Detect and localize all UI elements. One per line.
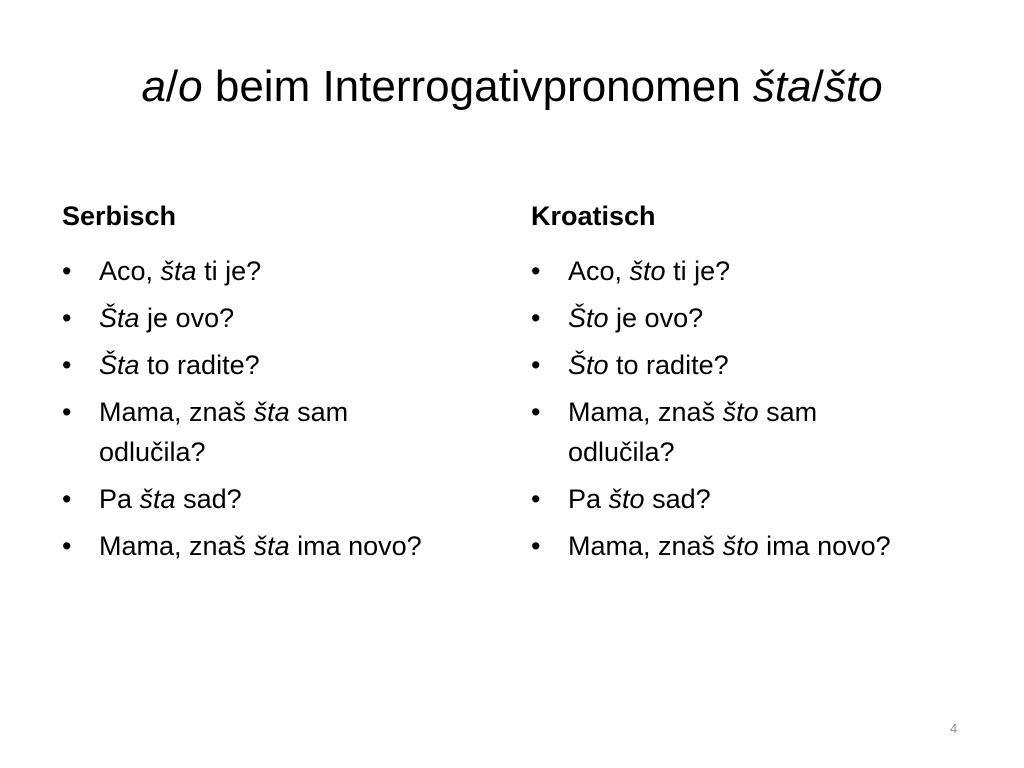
list-item [531, 479, 931, 519]
bullet-icon: • [62, 350, 72, 380]
item-pronoun: Što [568, 350, 609, 380]
item-text: ti je? [665, 256, 731, 286]
item-text: Pa [568, 484, 609, 514]
item-text: Mama, znaš [568, 531, 723, 561]
item-pronoun: što [629, 256, 666, 286]
item-text: Aco, [99, 256, 161, 286]
list-item [531, 298, 931, 338]
bullet-icon: • [531, 303, 541, 333]
item-text: Mama, znaš [99, 531, 254, 561]
title-part-sto: što [823, 62, 883, 111]
bullet-icon: • [62, 303, 72, 333]
bullet-icon: • [531, 531, 541, 561]
croatian-heading: Kroatisch [531, 201, 656, 231]
item-pronoun: Šta [99, 303, 140, 333]
list-item [62, 479, 462, 519]
item-pronoun: što [722, 531, 759, 561]
list-item [62, 526, 462, 566]
list-item [62, 392, 462, 472]
item-text: sam odlučila? [568, 397, 818, 467]
bullet-icon: • [531, 484, 541, 514]
serbian-heading: Serbisch [62, 201, 177, 231]
slide-title [0, 55, 1024, 119]
list-item [531, 392, 931, 472]
item-text: Pa [99, 484, 140, 514]
item-text: ima novo? [758, 531, 891, 561]
item-text: to radite? [608, 350, 729, 380]
title-middle: beim Interrogativpronomen [202, 62, 753, 111]
croatian-column [531, 196, 931, 573]
list-item [62, 251, 462, 291]
bullet-icon: • [62, 484, 72, 514]
item-text: Aco, [568, 256, 630, 286]
bullet-icon: • [62, 531, 72, 561]
item-pronoun: Što [568, 303, 609, 333]
title-part-sta: šta [752, 62, 812, 111]
page-number: 4 [950, 721, 958, 736]
item-text: sad? [175, 484, 242, 514]
bullet-icon: • [531, 256, 541, 286]
item-text: sad? [644, 484, 711, 514]
bullet-icon: • [62, 256, 72, 286]
title-part-o: o [178, 62, 203, 111]
item-text: to radite? [139, 350, 260, 380]
item-pronoun: šta [253, 531, 290, 561]
item-text: je ovo? [608, 303, 704, 333]
list-item [531, 251, 931, 291]
title-slash: / [811, 62, 824, 111]
item-pronoun: šta [160, 256, 197, 286]
bullet-icon: • [531, 350, 541, 380]
item-pronoun: šta [139, 484, 176, 514]
title-part-a: a [141, 62, 166, 111]
title-slash: / [165, 62, 179, 111]
list-item [62, 345, 462, 385]
list-item [531, 345, 931, 385]
croatian-example-list [531, 251, 931, 566]
bullet-icon: • [531, 397, 541, 427]
item-text: Mama, znaš [99, 397, 254, 427]
item-pronoun: što [722, 397, 759, 427]
item-text: Mama, znaš [568, 397, 723, 427]
item-text: sam odlučila? [99, 397, 349, 467]
item-pronoun: Šta [99, 350, 140, 380]
item-pronoun: šta [253, 397, 290, 427]
item-text: ti je? [196, 256, 262, 286]
item-text: ima novo? [289, 531, 422, 561]
item-pronoun: što [608, 484, 645, 514]
item-text: je ovo? [139, 303, 235, 333]
list-item [531, 526, 931, 566]
list-item [62, 298, 462, 338]
bullet-icon: • [62, 397, 72, 427]
serbian-example-list [62, 251, 462, 566]
serbian-column [62, 196, 462, 573]
